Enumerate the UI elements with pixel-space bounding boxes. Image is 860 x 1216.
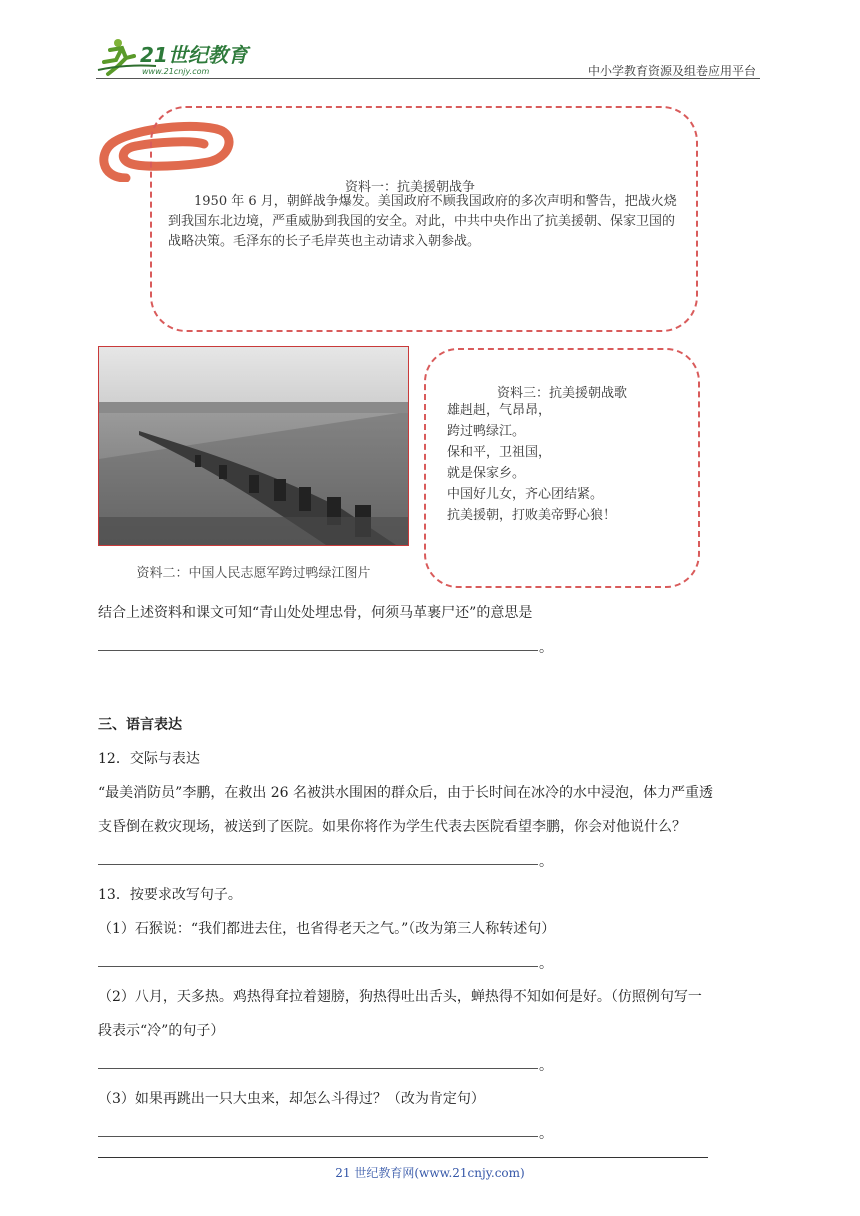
song-lyrics bbox=[447, 400, 697, 526]
answer-line-q13-2[interactable] bbox=[98, 1068, 538, 1069]
logo-text: 21世纪教育 bbox=[140, 43, 248, 67]
q12-title: 12．交际与表达 bbox=[98, 751, 200, 767]
period: 。 bbox=[539, 1058, 553, 1074]
q13-part1: （1）石猴说：“我们都进去住，也省得老天之气。”（改为第三人称转述句） bbox=[98, 921, 556, 937]
volunteer-army-photo bbox=[98, 346, 409, 546]
answer-line-q13-3[interactable] bbox=[98, 1136, 538, 1137]
q11-prompt: 结合上述资料和课文可知“青山处处埋忠骨，何须马革裹尸还”的意思是 bbox=[98, 605, 533, 621]
section-heading: 三、语言表达 bbox=[98, 717, 182, 733]
q13-title: 13．按要求改写句子。 bbox=[98, 887, 242, 903]
answer-line-q13-1[interactable] bbox=[98, 966, 538, 967]
period: 。 bbox=[539, 1126, 553, 1142]
q12-text-line2: 支昏倒在救灾现场，被送到了医院。如果你将作为学生代表去医院看望李鹏，你会对他说什么？ bbox=[98, 819, 686, 835]
material-two-caption: 资料二：中国人民志愿军跨过鸭绿江图片 bbox=[136, 566, 371, 581]
footer-link[interactable]: 21 世纪教育网(www.21cnjy.com) bbox=[335, 1166, 525, 1180]
period: 。 bbox=[539, 956, 553, 972]
footer-rule bbox=[98, 1157, 708, 1158]
q12-text-line1: “最美消防员”李鹏，在救出 26 名被洪水围困的群众后，由于长时间在冰冷的水中浸泡，体力严重透 bbox=[98, 785, 714, 801]
song-line: 就是保家乡。 bbox=[447, 466, 526, 481]
period: 。 bbox=[539, 854, 553, 870]
material-one-body: 1950 年 6 月，朝鲜战争爆发。美国政府不顾我国政府的多次声明和警告，把战火烧到我国东北边境，严重威胁到我国的安全。对此，中共中央作出了抗美援朝、保家卫国的战略决策。毛泽东的长子毛岸英也主动请求入朝参战。 bbox=[168, 194, 677, 249]
q13-part2-line2: 段表示“冷”的句子） bbox=[98, 1023, 225, 1039]
song-line: 中国好儿女，齐心团结紧。 bbox=[447, 487, 604, 502]
river-crossing-image bbox=[99, 347, 409, 546]
song-line: 雄赳赳，气昂昂， bbox=[447, 403, 552, 418]
period: 。 bbox=[539, 640, 553, 656]
header-rule bbox=[96, 78, 760, 79]
site-logo bbox=[96, 36, 266, 80]
answer-line-q12[interactable] bbox=[98, 864, 538, 865]
material-one-title: 资料一：抗美援朝战争 bbox=[344, 180, 475, 195]
platform-name: 中小学教育资源及组卷应用平台 bbox=[587, 64, 756, 78]
material-three-title: 资料三：抗美援朝战歌 bbox=[496, 386, 627, 401]
song-line: 跨过鸭绿江。 bbox=[447, 424, 526, 439]
q13-part2-line1: （2）八月，天多热。鸡热得耷拉着翅膀，狗热得吐出舌头，蝉热得不知如何是好。（仿照例句写一 bbox=[98, 989, 702, 1005]
song-line: 抗美援朝，打败美帝野心狼！ bbox=[447, 508, 617, 523]
logo-url: www.21cnjy.com bbox=[142, 67, 210, 76]
q13-part3: （3）如果再跳出一只大虫来，却怎么斗得过？（改为肯定句） bbox=[98, 1091, 485, 1107]
answer-line-q11[interactable] bbox=[98, 650, 538, 651]
song-line: 保和平，卫祖国， bbox=[447, 445, 552, 460]
